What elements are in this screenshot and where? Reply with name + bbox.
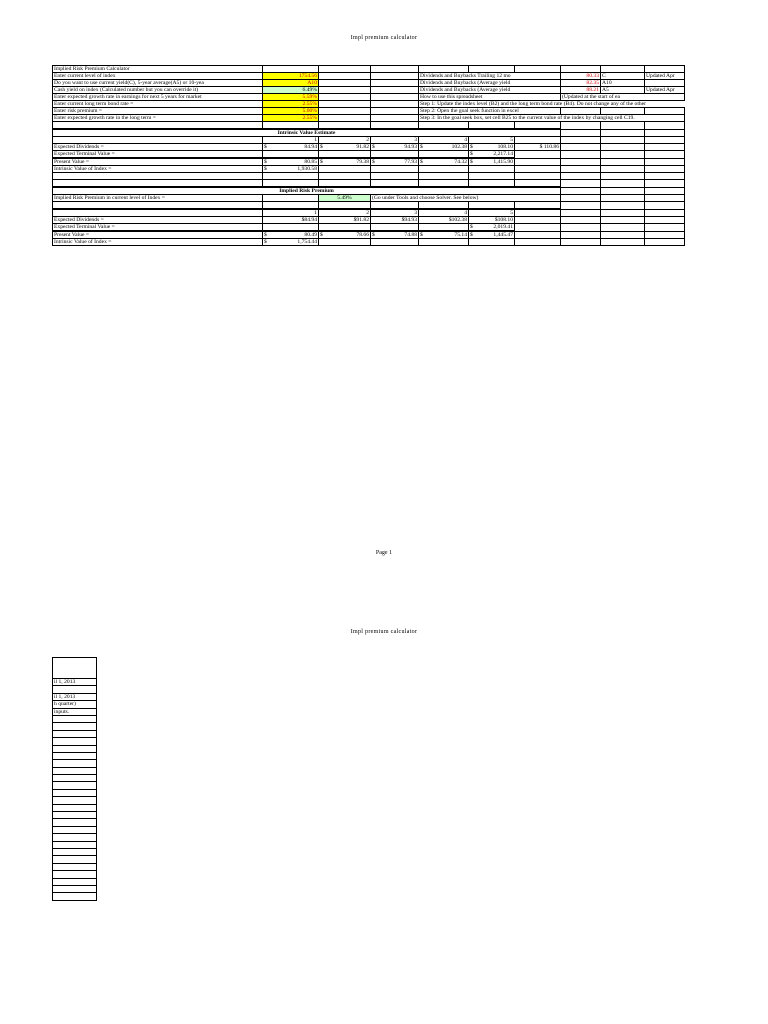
input-risk-premium[interactable]: 5.00%	[263, 108, 319, 115]
input-index-level[interactable]: 1754.56	[263, 73, 319, 80]
div-note-empty	[645, 80, 685, 87]
input-label-growth-5yr: Enter expected growth rate in earnings for next 5 years for market	[53, 94, 263, 101]
intrinsic-div-1: $ 84.94	[264, 144, 317, 150]
input-growth-long[interactable]: 2.55%	[263, 115, 319, 122]
intrinsic-row-label-dividends: Expected Dividends =	[53, 144, 263, 151]
implied-year-3: 3	[371, 209, 419, 217]
howto-note: (Updated at the start of ea	[561, 94, 685, 101]
intrinsic-year-5: 5	[469, 137, 515, 144]
page2-line-4: h quarter)	[53, 701, 97, 708]
implied-div-1: $84.94	[263, 217, 319, 224]
intrinsic-pv-1: $ 80.85	[264, 159, 317, 165]
implied-pv-4: $ 75.14	[420, 232, 467, 238]
div-label-avg5: Dividends and Buybacks (Average yield	[419, 87, 561, 94]
intrinsic-terminal-5: $ 2,217.14	[470, 151, 513, 157]
page2-line-2	[53, 686, 97, 693]
intrinsic-div-4: $ 102.38	[420, 144, 467, 150]
input-bond-rate[interactable]: 2.55%	[263, 101, 319, 108]
implied-year-1: 1	[263, 209, 319, 217]
div-label-trailing: Dividends and Buybacks Trailing 12 mo	[419, 73, 561, 80]
page-header: Impl premium calculator	[350, 35, 418, 41]
input-label-index: Enter current level of index	[53, 73, 263, 80]
calculator-title: Implied Risk Premium Calculator	[53, 66, 263, 73]
page2-line-3: il 1, 2013	[53, 693, 97, 700]
implied-pv-3: $ 74.88	[372, 232, 417, 238]
howto-step-3: Step 3: In the goal seek box, set cell B25 to the current value of the index by changing cell C19.	[419, 115, 685, 122]
spreadsheet-page-1	[52, 65, 685, 246]
intrinsic-row-label-pv: Present Value =	[53, 158, 263, 166]
intrinsic-year-3: 3	[371, 137, 419, 144]
intrinsic-value-label: Intrinsic Value of Index =	[53, 166, 263, 173]
implied-intrinsic-value: $ 1,754.44	[264, 239, 317, 245]
input-label-bond-rate: Enter current long term bond rate =	[53, 101, 263, 108]
intrinsic-year-2: 2	[319, 137, 371, 144]
intrinsic-pv-5: $ 1,415.90	[470, 159, 513, 165]
implied-pv-5: $ 1,445.47	[470, 232, 513, 238]
implied-heading: Implied Risk Premium	[53, 187, 561, 195]
implied-solver-note: (Go under Tools and choose Solver. See below)	[371, 195, 561, 202]
intrinsic-row-label-terminal: Expected Terminal Value =	[53, 151, 263, 159]
implied-year-5: 5	[469, 209, 515, 217]
implied-row-label-dividends: Expected Dividends =	[53, 217, 263, 224]
howto-step-1: Step 1: Update the index level (B2) and the long term bond rate (B4). Do not change any of the other	[419, 101, 685, 108]
intrinsic-pv-2: $ 79.38	[320, 159, 369, 165]
howto-heading: How to use this spreadsheet	[419, 94, 561, 101]
implied-pv-1: $ 80.49	[264, 232, 317, 238]
div-value-avg5: 88.21	[561, 87, 601, 94]
intrinsic-div-terminal: $ 110.86	[515, 144, 561, 151]
input-yield-choice[interactable]: A10	[263, 80, 319, 87]
implied-div-2: $91.82	[319, 217, 371, 224]
div-note-updated-2: Updated Apr	[645, 87, 685, 94]
div-label-avg10: Dividends and Buybacks (Average yield	[419, 80, 561, 87]
div-value-avg10: 82.35	[561, 80, 601, 87]
div-code-a10: A10	[601, 80, 645, 87]
howto-step-2: Step 2: Open the goal seek function in excel	[419, 108, 561, 115]
intrinsic-heading: Intrinsic Value Estimate	[53, 129, 561, 137]
intrinsic-div-5: $ 108.10	[470, 144, 513, 150]
intrinsic-year-4: 4	[419, 137, 469, 144]
implied-value-label: Intrinsic Value of Index =	[53, 239, 263, 246]
intrinsic-div-3: $ 94.93	[372, 144, 417, 150]
intrinsic-value: $ 1,930.58	[264, 166, 317, 172]
page2-line-5: inputs.	[53, 708, 97, 715]
div-code-c: C	[601, 73, 645, 80]
spreadsheet-page-2	[52, 657, 97, 901]
implied-terminal-5: $ 2,019.41	[470, 224, 513, 230]
implied-label: Implied Risk Premium in current level of Index =	[53, 195, 263, 202]
input-label-yield-choice: Do you want to use current yield(C), 5-year average(A5) or 10-yea	[53, 80, 263, 87]
implied-pv-2: $ 78.66	[320, 232, 369, 238]
implied-year-4: 4	[419, 209, 469, 217]
div-value-trailing: 80.33	[561, 73, 601, 80]
implied-div-5: $108.10	[469, 217, 515, 224]
intrinsic-div-2: $ 91.82	[320, 144, 369, 150]
intrinsic-pv-3: $ 77.93	[372, 159, 417, 165]
implied-year-2: 2	[319, 209, 371, 217]
implied-div-4: $102.38	[419, 217, 469, 224]
input-growth-5yr[interactable]: 5.59%	[263, 94, 319, 101]
input-label-risk-premium: Enter risk premium =	[53, 108, 263, 115]
page-footer: Page 1	[375, 550, 393, 556]
page-2-header: Impl premium calculator	[350, 629, 418, 635]
input-cash-yield[interactable]: 6.49%	[263, 87, 319, 94]
implied-row-label-pv: Present Value =	[53, 231, 263, 239]
page2-line-1: il 1, 2013	[53, 679, 97, 686]
input-label-cash-yield: Cash yield on index (Calculated number but you can override it)	[53, 87, 263, 94]
implied-row-label-terminal: Expected Terminal Value =	[53, 224, 263, 232]
implied-div-3: $94.93	[371, 217, 419, 224]
div-code-a5: A5	[601, 87, 645, 94]
intrinsic-pv-4: $ 74.32	[420, 159, 467, 165]
implied-risk-premium-value[interactable]: 5.49%	[319, 195, 371, 202]
div-note-updated-1: Updated Apr	[645, 73, 685, 80]
input-label-growth-long: Enter expected growth rate in the long term =	[53, 115, 263, 122]
intrinsic-year-1: 1	[263, 137, 319, 144]
